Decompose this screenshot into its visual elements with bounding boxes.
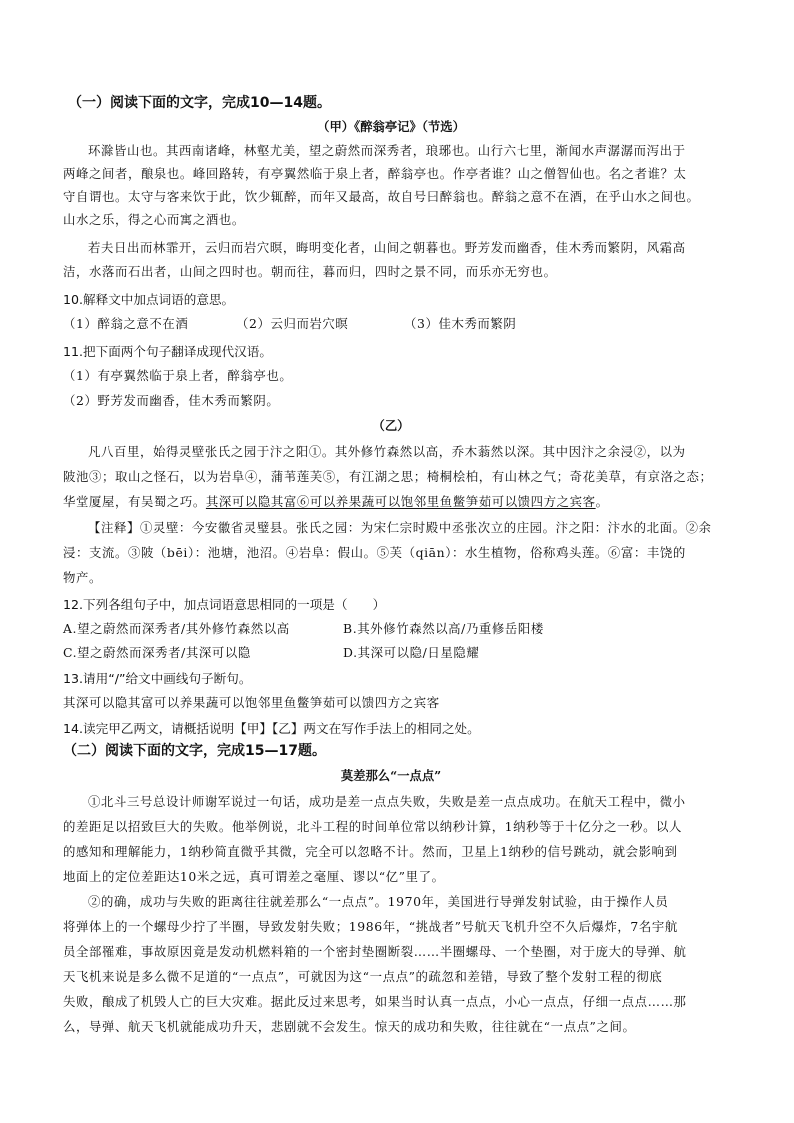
question-12-option-d: D.其深可以隐/日星隐耀 — [343, 645, 480, 660]
article-line: 的感知和理解能力，1纳秒简直微乎其微，完全可以忽略不计。然而，卫星上1纳秒的信号跳动，就会影响到 — [63, 844, 678, 859]
article-line: ①北斗三号总设计师谢军说过一句话，成功是差一点点失败，失败是差一点点成功。在航天工程中，微小 — [88, 794, 686, 809]
text-a-line: 山水之乐，得之心而寓之酒也。 — [63, 212, 245, 227]
text-a-line: 若夫日出而林霏开，云归而岩穴暝，晦明变化者，山间之朝暮也。野芳发而幽香，佳木秀而繁阴，风霜高 — [88, 240, 686, 255]
notes-line: 浸：支流。③陂（bēi）：池塘，池沼。④岩阜：假山。⑤芙（qiān）：水生植物，俗称鸡头莲。⑥富：丰饶的 — [63, 545, 686, 560]
article-line: 的差距足以招致巨大的失败。他举例说，北斗工程的时间单位常以纳秒计算，1纳秒等于十亿分之一秒。以人 — [63, 819, 683, 834]
text-b-line-end: 。 — [595, 494, 609, 509]
question-10-item: （1）醉翁之意不在酒 — [63, 316, 189, 331]
question-14-stem: 14.读完甲乙两文，请概括说明【甲】【乙】两文在写作手法上的相同之处。 — [63, 721, 480, 736]
article-line: 天飞机来说是多么微不足道的“一点点”，可就因为这“一点点”的疏忽和差错，导致了整个发射工程的彻底 — [63, 969, 663, 984]
text-a-title: （甲）《醉翁亭记》（节选） — [317, 119, 465, 134]
article-line: ②的确，成功与失败的距离往往就差那么“一点点”。1970年，美国进行导弹发射试验，由于操作人员 — [88, 894, 669, 909]
article-line: 么，导弹、航天飞机就能成功升天，悲剧就不会发生。惊天的成功和失败，往往就在“一点点”之间。 — [63, 1019, 636, 1034]
notes-line: 【注释】①灵壁：今安徽省灵璧县。张氏之园：为宋仁宗时殿中丞张次立的庄园。汴之阳：汴水的北面。②余 — [88, 520, 712, 535]
article-line: 员全部罹难，事故原因竟是发动机燃料箱的一个密封垫圈断裂……半圈螺母、一个垫圈，对于庞大的导弹、航 — [63, 944, 687, 959]
question-12-option-c: C.望之蔚然而深秀者/其深可以隐 — [63, 645, 251, 660]
section-2-heading: （二）阅读下面的文字，完成15—17题。 — [63, 743, 326, 759]
article-line: 将弹体上的一个螺母少拧了半圈，导致发射失败；1986年，“挑战者”号航天飞机升空不久后爆炸，7名宇航 — [63, 919, 678, 934]
question-13-sentence: 其深可以隐其富可以养果蔬可以饱邻里鱼鳖笋茹可以馈四方之宾客 — [63, 695, 440, 710]
question-11-stem: 11.把下面两个句子翻译成现代汉语。 — [63, 344, 272, 359]
article-line: 地面上的定位差距达10米之远，真可谓差之毫厘、谬以“亿”里了。 — [63, 869, 445, 884]
question-12-stem: 12.下列各组句子中，加点词语意思相同的一项是（ ） — [63, 597, 386, 612]
question-11-item: （1）有亭翼然临于泉上者，醉翁亭也。 — [63, 368, 293, 383]
question-12-option-a: A.望之蔚然而深秀者/其外修竹森然以高 — [63, 621, 290, 636]
text-b-line: 凡八百里，始得灵壁张氏之园于汴之阳①。其外修竹森然以高，乔木蓊然以深。其中因汴之余浸②，以为 — [88, 444, 686, 459]
text-a-line: 环滁皆山也。其西南诸峰，林壑尤美，望之蔚然而深秀者，琅琊也。山行六七里，渐闻水声潺潺而泻出于 — [88, 143, 686, 158]
notes-line: 物产。 — [63, 570, 102, 585]
article-title: 莫差那么“一点点” — [340, 768, 442, 783]
section-1-heading: （一）阅读下面的文字，完成10—14题。 — [68, 95, 331, 111]
underlined-sentence: 其深可以隐其富⑥可以养果蔬可以饱邻里鱼鳖笋茹可以馈四方之宾客 — [205, 494, 596, 509]
text-b-title: （乙） — [372, 418, 410, 433]
text-b-line: 陂池③；取山之怪石，以为岩阜④，蒲苇莲芙⑤，有江湖之思；椅桐桧柏，有山林之气；奇花美草，有京洛之态； — [63, 469, 713, 484]
question-11-item: （2）野芳发而幽香，佳木秀而繁阴。 — [63, 393, 280, 408]
text-b-line-final — [63, 492, 609, 510]
text-a-line: 洁，水落而石出者，山间之四时也。朝而往，暮而归，四时之景不同，而乐亦无穷也。 — [63, 264, 557, 279]
text-b-line-start: 华堂厦屋，有吴蜀之巧。 — [63, 494, 206, 509]
article-line: 失败，酿成了机毁人亡的巨大灾难。据此反过来思考，如果当时认真一点点，小心一点点，仔细一点点……那 — [63, 994, 687, 1009]
question-10-stem: 10.解释文中加点词语的意思。 — [63, 292, 235, 307]
text-a-line: 守自谓也。太守与客来饮于此，饮少辄醉，而年又最高，故自号曰醉翁也。醉翁之意不在酒，在乎山水之间也。 — [63, 189, 700, 204]
question-10-item: （3）佳木秀而繁阴 — [404, 316, 517, 331]
question-13-stem: 13.请用“/”给文中画线句子断句。 — [63, 671, 252, 686]
question-10-item: （2）云归而岩穴暝 — [236, 316, 349, 331]
text-a-line: 两峰之间者，酿泉也。峰回路转，有亭翼然临于泉上者，醉翁亭也。作亭者谁？山之僧智仙也。名之者谁？太 — [63, 166, 687, 181]
question-12-option-b: B.其外修竹森然以高/乃重修岳阳楼 — [343, 621, 544, 636]
